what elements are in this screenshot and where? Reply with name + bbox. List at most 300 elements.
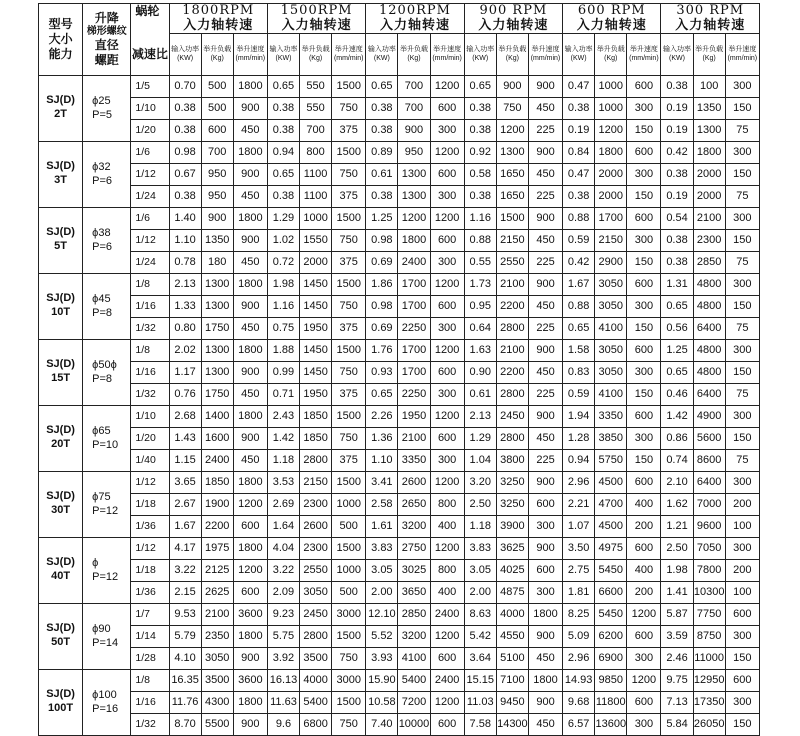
value-cell: 2400 xyxy=(398,251,430,273)
value-cell: 2.21 xyxy=(563,493,595,515)
ratio-cell: 1/10 xyxy=(131,405,169,427)
value-cell: 2200 xyxy=(496,295,528,317)
screw-line: P=12 xyxy=(92,571,119,584)
value-cell: 0.98 xyxy=(366,229,398,251)
ratio-cell: 1/14 xyxy=(131,625,169,647)
value-cell: 1900 xyxy=(201,493,233,515)
speed-label: 入力轴转速 xyxy=(478,17,549,33)
value-cell: 900 xyxy=(233,295,267,317)
subcol-name: 举升速度 xyxy=(531,46,560,53)
value-cell: 1300 xyxy=(398,163,430,185)
value-cell: 900 xyxy=(233,97,267,119)
value-cell: 300 xyxy=(430,251,464,273)
subcol-name: 举升负载 xyxy=(203,46,232,53)
value-cell: 9.75 xyxy=(661,669,693,691)
value-cell: 17350 xyxy=(693,691,725,713)
table-row xyxy=(39,207,760,229)
value-cell: 0.42 xyxy=(563,251,595,273)
screw-line: ϕ25 xyxy=(92,94,111,107)
ratio-cell: 1/8 xyxy=(131,273,169,295)
value-cell: 200 xyxy=(627,515,661,537)
value-cell: 2900 xyxy=(595,251,627,273)
value-cell: 5.42 xyxy=(464,625,496,647)
value-cell: 300 xyxy=(627,713,661,735)
value-cell: 750 xyxy=(332,361,366,383)
value-cell: 300 xyxy=(528,515,562,537)
value-cell: 6200 xyxy=(595,625,627,647)
value-cell: 1200 xyxy=(430,339,464,361)
value-cell: 0.65 xyxy=(661,361,693,383)
value-cell: 2450 xyxy=(300,603,332,625)
subcol-name: 举升负载 xyxy=(596,46,625,53)
value-cell: 800 xyxy=(430,559,464,581)
value-cell: 9600 xyxy=(693,515,725,537)
value-cell: 400 xyxy=(430,515,464,537)
value-cell: 0.38 xyxy=(267,119,299,141)
value-cell: 1.17 xyxy=(169,361,201,383)
value-cell: 3.22 xyxy=(267,559,299,581)
value-cell: 2000 xyxy=(693,185,725,207)
ratio-cell: 1/40 xyxy=(131,449,169,471)
model-line: SJ(D) xyxy=(46,556,75,569)
value-cell: 1800 xyxy=(528,669,562,691)
value-cell: 1.25 xyxy=(366,207,398,229)
subcol-header xyxy=(430,33,464,75)
value-cell: 1300 xyxy=(201,273,233,295)
value-cell: 14300 xyxy=(496,713,528,735)
value-cell: 2400 xyxy=(201,449,233,471)
subcol-unit: (KW) xyxy=(177,55,194,63)
value-cell: 0.38 xyxy=(169,185,201,207)
value-cell: 1700 xyxy=(398,339,430,361)
value-cell: 450 xyxy=(528,713,562,735)
value-cell: 6.57 xyxy=(563,713,595,735)
value-cell: 3.53 xyxy=(267,471,299,493)
ratio-cell: 1/20 xyxy=(131,119,169,141)
value-cell: 8.63 xyxy=(464,603,496,625)
value-cell: 5600 xyxy=(693,427,725,449)
value-cell: 1.31 xyxy=(661,273,693,295)
value-cell: 750 xyxy=(332,163,366,185)
value-cell: 1200 xyxy=(233,493,267,515)
screw-line: P=16 xyxy=(92,703,119,716)
subcol-header xyxy=(300,33,332,75)
value-cell: 950 xyxy=(201,163,233,185)
value-cell: 2625 xyxy=(201,581,233,603)
subcol-header xyxy=(528,33,562,75)
value-cell: 0.78 xyxy=(169,251,201,273)
screw-cell xyxy=(83,669,131,735)
model-line: 40T xyxy=(51,570,71,583)
table-row xyxy=(39,515,760,537)
value-cell: 0.38 xyxy=(366,119,398,141)
value-cell: 3050 xyxy=(595,339,627,361)
ratio-cell: 1/28 xyxy=(131,647,169,669)
subcol-name: 输入功率 xyxy=(171,46,200,53)
screw-line: ϕ50ϕ xyxy=(92,358,117,371)
value-cell: 150 xyxy=(725,361,759,383)
ratio-cell: 1/20 xyxy=(131,427,169,449)
value-cell: 1.61 xyxy=(366,515,398,537)
value-cell: 1.10 xyxy=(169,229,201,251)
value-cell: 1000 xyxy=(595,97,627,119)
value-cell: 5.09 xyxy=(563,625,595,647)
value-cell: 4700 xyxy=(595,493,627,515)
value-cell: 900 xyxy=(528,405,562,427)
screw-line: P=14 xyxy=(92,637,119,650)
value-cell: 1300 xyxy=(201,339,233,361)
subcol-unit: (KW) xyxy=(570,55,587,63)
value-cell: 2400 xyxy=(430,603,464,625)
value-cell: 1.94 xyxy=(563,405,595,427)
screw-cell xyxy=(83,471,131,537)
value-cell: 1200 xyxy=(430,207,464,229)
value-cell: 750 xyxy=(332,647,366,669)
subcol-name: 举升负载 xyxy=(498,46,527,53)
table-row xyxy=(39,383,760,405)
value-cell: 9.68 xyxy=(563,691,595,713)
value-cell: 300 xyxy=(627,361,661,383)
header-ratio xyxy=(131,33,169,75)
table-row xyxy=(39,251,760,273)
speed-group-header xyxy=(169,4,267,34)
value-cell: 0.64 xyxy=(464,317,496,339)
header-model-line: 型号 xyxy=(48,16,73,31)
header-screw-line: 梯形螺纹 xyxy=(86,25,127,37)
value-cell: 1300 xyxy=(496,141,528,163)
value-cell: 600 xyxy=(627,339,661,361)
value-cell: 0.55 xyxy=(464,251,496,273)
value-cell: 600 xyxy=(430,163,464,185)
subcol-header xyxy=(563,33,595,75)
value-cell: 1.73 xyxy=(464,273,496,295)
value-cell: 1850 xyxy=(300,405,332,427)
value-cell: 2150 xyxy=(496,229,528,251)
value-cell: 1200 xyxy=(430,405,464,427)
speed-label: 入力轴转速 xyxy=(576,17,647,33)
value-cell: 0.74 xyxy=(661,449,693,471)
value-cell: 2000 xyxy=(693,163,725,185)
value-cell: 900 xyxy=(528,537,562,559)
value-cell: 1100 xyxy=(300,185,332,207)
value-cell: 0.19 xyxy=(661,97,693,119)
value-cell: 375 xyxy=(332,185,366,207)
value-cell: 9450 xyxy=(496,691,528,713)
speed-group-header xyxy=(563,4,661,34)
value-cell: 75 xyxy=(725,251,759,273)
value-cell: 500 xyxy=(332,581,366,603)
value-cell: 1700 xyxy=(398,295,430,317)
value-cell: 3.59 xyxy=(661,625,693,647)
value-cell: 1500 xyxy=(332,339,366,361)
value-cell: 9.6 xyxy=(267,713,299,735)
value-cell: 4500 xyxy=(595,515,627,537)
value-cell: 900 xyxy=(233,361,267,383)
value-cell: 14.93 xyxy=(563,669,595,691)
value-cell: 1850 xyxy=(300,427,332,449)
value-cell: 2100 xyxy=(201,603,233,625)
ratio-cell: 1/18 xyxy=(131,559,169,581)
value-cell: 0.93 xyxy=(366,361,398,383)
value-cell: 100 xyxy=(725,581,759,603)
value-cell: 2000 xyxy=(595,185,627,207)
value-cell: 7.58 xyxy=(464,713,496,735)
header-screw-line: 直径 xyxy=(94,38,119,53)
ratio-cell: 1/12 xyxy=(131,537,169,559)
value-cell: 2400 xyxy=(430,669,464,691)
value-cell: 700 xyxy=(398,75,430,97)
value-cell: 225 xyxy=(528,383,562,405)
subcol-unit: (mm/min) xyxy=(530,55,561,63)
value-cell: 150 xyxy=(627,119,661,141)
value-cell: 450 xyxy=(233,383,267,405)
value-cell: 1600 xyxy=(201,427,233,449)
value-cell: 150 xyxy=(627,251,661,273)
value-cell: 5.79 xyxy=(169,625,201,647)
subcol-name: 举升速度 xyxy=(334,46,363,53)
value-cell: 1.16 xyxy=(267,295,299,317)
value-cell: 300 xyxy=(430,383,464,405)
value-cell: 11800 xyxy=(595,691,627,713)
value-cell: 4100 xyxy=(595,317,627,339)
subcol-name: 举升负载 xyxy=(399,46,428,53)
model-line: 30T xyxy=(51,504,71,517)
table-row xyxy=(39,405,760,427)
value-cell: 700 xyxy=(201,141,233,163)
value-cell: 0.38 xyxy=(661,163,693,185)
value-cell: 0.90 xyxy=(464,361,496,383)
value-cell: 1450 xyxy=(300,339,332,361)
model-line: SJ(D) xyxy=(46,358,75,371)
subcol-unit: (mm/min) xyxy=(333,55,364,63)
value-cell: 1200 xyxy=(627,669,661,691)
speed-group-header xyxy=(464,4,562,34)
value-cell: 1650 xyxy=(496,185,528,207)
value-cell: 900 xyxy=(528,207,562,229)
value-cell: 4800 xyxy=(693,361,725,383)
value-cell: 1200 xyxy=(430,141,464,163)
value-cell: 1.16 xyxy=(464,207,496,229)
screw-cell xyxy=(83,339,131,405)
ratio-cell: 1/10 xyxy=(131,97,169,119)
value-cell: 1.98 xyxy=(661,559,693,581)
ratio-cell: 1/8 xyxy=(131,339,169,361)
subcol-header xyxy=(627,33,661,75)
value-cell: 6400 xyxy=(693,317,725,339)
value-cell: 7100 xyxy=(496,669,528,691)
value-cell: 1.29 xyxy=(464,427,496,449)
value-cell: 3050 xyxy=(201,647,233,669)
value-cell: 800 xyxy=(430,493,464,515)
value-cell: 2450 xyxy=(496,405,528,427)
value-cell: 3350 xyxy=(595,405,627,427)
value-cell: 300 xyxy=(627,647,661,669)
value-cell: 4900 xyxy=(693,405,725,427)
value-cell: 8600 xyxy=(693,449,725,471)
value-cell: 3350 xyxy=(398,449,430,471)
value-cell: 1000 xyxy=(332,493,366,515)
value-cell: 1.28 xyxy=(563,427,595,449)
value-cell: 0.94 xyxy=(563,449,595,471)
value-cell: 2600 xyxy=(300,515,332,537)
value-cell: 5400 xyxy=(398,669,430,691)
value-cell: 150 xyxy=(725,647,759,669)
value-cell: 3850 xyxy=(595,427,627,449)
subcol-header xyxy=(201,33,233,75)
value-cell: 3.92 xyxy=(267,647,299,669)
value-cell: 600 xyxy=(725,669,759,691)
value-cell: 150 xyxy=(725,713,759,735)
value-cell: 950 xyxy=(398,141,430,163)
value-cell: 3250 xyxy=(496,493,528,515)
value-cell: 0.71 xyxy=(267,383,299,405)
screw-line: P=5 xyxy=(92,109,113,122)
subcol-unit: (Kg) xyxy=(210,55,224,63)
value-cell: 450 xyxy=(528,647,562,669)
value-cell: 2800 xyxy=(300,449,332,471)
value-cell: 450 xyxy=(528,163,562,185)
value-cell: 2800 xyxy=(496,317,528,339)
value-cell: 1800 xyxy=(233,471,267,493)
subcol-header xyxy=(693,33,725,75)
value-cell: 1.42 xyxy=(267,427,299,449)
value-cell: 1000 xyxy=(300,207,332,229)
value-cell: 1300 xyxy=(201,361,233,383)
subcol-header xyxy=(496,33,528,75)
subcol-header xyxy=(366,33,398,75)
ratio-cell: 1/16 xyxy=(131,691,169,713)
speed-label: 入力轴转速 xyxy=(183,17,254,33)
value-cell: 750 xyxy=(332,229,366,251)
value-cell: 5400 xyxy=(300,691,332,713)
value-cell: 1800 xyxy=(233,273,267,295)
value-cell: 1350 xyxy=(693,97,725,119)
value-cell: 0.89 xyxy=(366,141,398,163)
screw-cell xyxy=(83,141,131,207)
ratio-cell: 1/7 xyxy=(131,603,169,625)
value-cell: 1200 xyxy=(627,603,661,625)
speed-label: 入力轴转速 xyxy=(281,17,352,33)
value-cell: 7800 xyxy=(693,559,725,581)
value-cell: 900 xyxy=(528,273,562,295)
value-cell: 2850 xyxy=(398,603,430,625)
ratio-cell: 1/8 xyxy=(131,669,169,691)
value-cell: 150 xyxy=(725,163,759,185)
value-cell: 3000 xyxy=(332,603,366,625)
ratio-cell: 1/5 xyxy=(131,75,169,97)
subcol-header xyxy=(595,33,627,75)
value-cell: 1975 xyxy=(201,537,233,559)
value-cell: 1500 xyxy=(332,625,366,647)
value-cell: 300 xyxy=(725,691,759,713)
value-cell: 300 xyxy=(725,537,759,559)
value-cell: 1.25 xyxy=(661,339,693,361)
value-cell: 600 xyxy=(430,427,464,449)
header-model xyxy=(39,4,83,76)
subcol-name: 举升速度 xyxy=(236,46,265,53)
value-cell: 0.98 xyxy=(366,295,398,317)
value-cell: 600 xyxy=(528,493,562,515)
value-cell: 900 xyxy=(528,339,562,361)
value-cell: 4300 xyxy=(201,691,233,713)
value-cell: 1700 xyxy=(398,361,430,383)
value-cell: 3050 xyxy=(595,361,627,383)
value-cell: 0.75 xyxy=(267,317,299,339)
value-cell: 750 xyxy=(332,295,366,317)
value-cell: 1.40 xyxy=(169,207,201,229)
value-cell: 600 xyxy=(627,273,661,295)
subcol-unit: (mm/min) xyxy=(235,55,266,63)
model-line: SJ(D) xyxy=(46,490,75,503)
subcol-header xyxy=(464,33,496,75)
value-cell: 2850 xyxy=(693,251,725,273)
value-cell: 2.69 xyxy=(267,493,299,515)
value-cell: 900 xyxy=(233,163,267,185)
value-cell: 0.94 xyxy=(267,141,299,163)
value-cell: 3.50 xyxy=(563,537,595,559)
subcol-unit: (mm/min) xyxy=(727,55,758,63)
value-cell: 450 xyxy=(233,449,267,471)
value-cell: 1700 xyxy=(398,273,430,295)
value-cell: 300 xyxy=(627,295,661,317)
value-cell: 3200 xyxy=(398,515,430,537)
value-cell: 2250 xyxy=(398,383,430,405)
value-cell: 1000 xyxy=(595,75,627,97)
value-cell: 3.05 xyxy=(464,559,496,581)
value-cell: 0.42 xyxy=(661,141,693,163)
value-cell: 10000 xyxy=(398,713,430,735)
ratio-cell: 1/24 xyxy=(131,185,169,207)
value-cell: 550 xyxy=(300,75,332,97)
value-cell: 900 xyxy=(528,141,562,163)
subcol-header xyxy=(169,33,201,75)
value-cell: 3050 xyxy=(595,273,627,295)
table-row xyxy=(39,603,760,625)
value-cell: 400 xyxy=(627,493,661,515)
value-cell: 900 xyxy=(233,229,267,251)
value-cell: 2800 xyxy=(496,383,528,405)
subcol-header xyxy=(332,33,366,75)
value-cell: 300 xyxy=(430,449,464,471)
value-cell: 150 xyxy=(627,383,661,405)
value-cell: 1.02 xyxy=(267,229,299,251)
value-cell: 1.15 xyxy=(169,449,201,471)
value-cell: 10.58 xyxy=(366,691,398,713)
value-cell: 3000 xyxy=(332,669,366,691)
value-cell: 0.69 xyxy=(366,251,398,273)
value-cell: 2250 xyxy=(398,317,430,339)
speed-label: 入力轴转速 xyxy=(379,17,450,33)
value-cell: 1.86 xyxy=(366,273,398,295)
table-row xyxy=(39,669,760,691)
value-cell: 1300 xyxy=(201,295,233,317)
value-cell: 300 xyxy=(725,273,759,295)
value-cell: 2800 xyxy=(300,625,332,647)
value-cell: 0.47 xyxy=(563,75,595,97)
value-cell: 4.10 xyxy=(169,647,201,669)
value-cell: 0.19 xyxy=(661,185,693,207)
value-cell: 15.15 xyxy=(464,669,496,691)
subcol-name: 举升速度 xyxy=(629,46,658,53)
value-cell: 1200 xyxy=(595,119,627,141)
screw-line: ϕ32 xyxy=(92,160,111,173)
value-cell: 0.65 xyxy=(267,75,299,97)
value-cell: 1950 xyxy=(300,317,332,339)
model-line: 3T xyxy=(54,174,67,187)
ratio-cell: 1/36 xyxy=(131,581,169,603)
value-cell: 1.10 xyxy=(366,449,398,471)
value-cell: 1300 xyxy=(398,185,430,207)
